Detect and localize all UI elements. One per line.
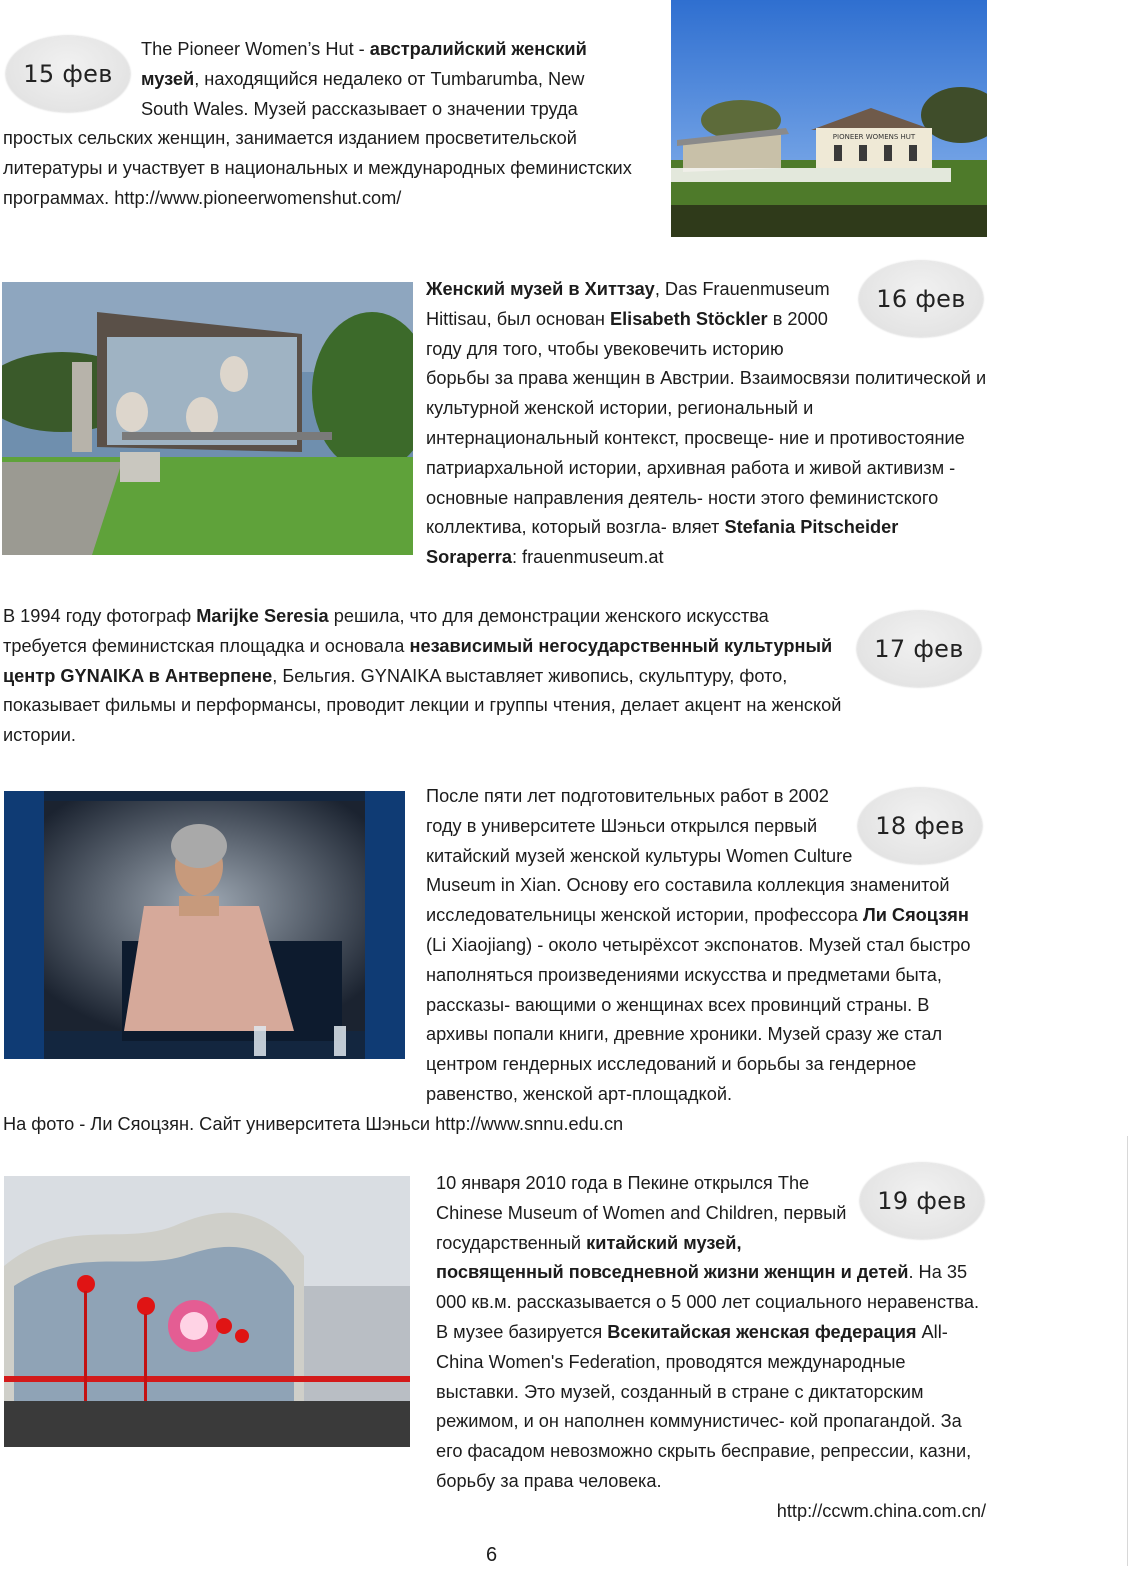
bold-text: Женский музей в Хиттзау (426, 279, 655, 299)
date-badge: 16 фев (859, 261, 983, 337)
bold-text: Marijke Seresia (196, 606, 329, 626)
text-run: 10 января 2010 года в Пекине открылся The Chinese Museum of Women and Children, первый государственный (436, 1173, 847, 1253)
entry-segments (3, 606, 841, 745)
text-run: После пяти лет подготовительных работ в 2002 году в университете Шэньси открылся первый китайский музей женской культуры Women Culture Museum in Xian. Основу его составила коллекция знаменитой исследовательницы женской истории, профессора (426, 786, 950, 926)
bold-text: Всекитайская женская федерация (607, 1321, 917, 1342)
bold-text: независимый негосударственный культурный центр GYNAIKA в Антверпене (3, 635, 833, 686)
bold-text: китайский музей, посвященный повседневной жизни женщин и детей (436, 1232, 909, 1283)
text-run: , Бельгия. GYNAIKA выставляет живопись, скульптуру, фото, показывает фильмы и перформансы, проводит лекции и группы чтения, делает акцент на женской истории. (3, 665, 842, 746)
entry-text (3, 782, 988, 1140)
text-run: решила, что для демонстрации женского искусства требуется феминистская площадка и основала (3, 606, 769, 656)
text-run: , находящийся недалеко от Tumbarumba, New South Wales. Музей рассказывает о значении труда простых сельских женщин, занимается изданием просветительской литературы и участвует в национальных и международных феминистских программах. http://www.pioneerwomenshut.com/ (3, 68, 632, 208)
text-run: : frauenmuseum.at (511, 547, 664, 568)
date-badge: 15 фев (6, 36, 130, 112)
text-run: All-China Women's Federation, проводятся международные выставки. Это музей, созданный в стране с диктаторским режимом, и он наполнен коммунистичес- кой пропагандой. За его фасадом невозможно скрыть бесправие, репрессии, казни, борьбу за права человека. (436, 1321, 972, 1491)
pioneer-womens-hut-photo (671, 0, 987, 237)
text-run: в 2000 году для того, чтобы увековечить историю борьбы за права женщин в Австрии. Взаимосвязи политической и культурной женской истории, региональный и интернациональный контекст, просвеще- ние и противостояние патриархальной истории, архивная работа и живой активизм - основные направления деятель- ности этого феминистского коллектива, который возгла- вляет (426, 308, 987, 538)
bold-text: Elisabeth Stöckler (609, 308, 768, 329)
frauenmuseum-hittisau-photo (2, 282, 413, 555)
svg-text:PIONEER WOMENS HUT: PIONEER WOMENS HUT (832, 133, 916, 141)
museum-link[interactable]: http://ccwm.china.com.cn/ (776, 1501, 986, 1521)
bold-text: Ли Сяоцзян (862, 905, 969, 926)
edge-divider (1127, 1136, 1128, 1566)
photo-caption: На фото - Ли Сяоцзян. Сайт университета Шэньси http://www.snnu.edu.cn (3, 1113, 624, 1134)
text-run: (Li Xiaojiang) - около четырёхсот экспонатов. Музей стал быстро наполняться произведениями искусства и предметами быта, рассказы- вающими о женщинах всех провинций страны. В архивы попали книги, древние хроники. Музей сразу же стал центром гендерных исследований и борьбы за гендерное равенство, женской арт-площадкой. (426, 934, 971, 1104)
date-badge: 18 фев (858, 788, 982, 864)
text-run: В 1994 году фотограф (3, 606, 197, 626)
bold-text: Stefania Pitscheider Soraperra (426, 517, 899, 568)
page-number: 6 (485, 1544, 498, 1566)
text-run: The Pioneer Women’s Hut - (141, 39, 370, 59)
date-badge: 19 фев (860, 1163, 984, 1239)
entry-text (3, 602, 853, 751)
text-run: . На 35 000 кв.м. рассказывается о 5 000 лет социального неравенства. В музее базируется (436, 1262, 980, 1342)
chinese-museum-women-children-photo (4, 1176, 410, 1447)
text-run: , Das Frauenmuseum Hittisau, был основан (426, 279, 830, 329)
date-badge: 17 фев (857, 611, 981, 687)
bold-text: австралийский женский музей (141, 39, 587, 89)
